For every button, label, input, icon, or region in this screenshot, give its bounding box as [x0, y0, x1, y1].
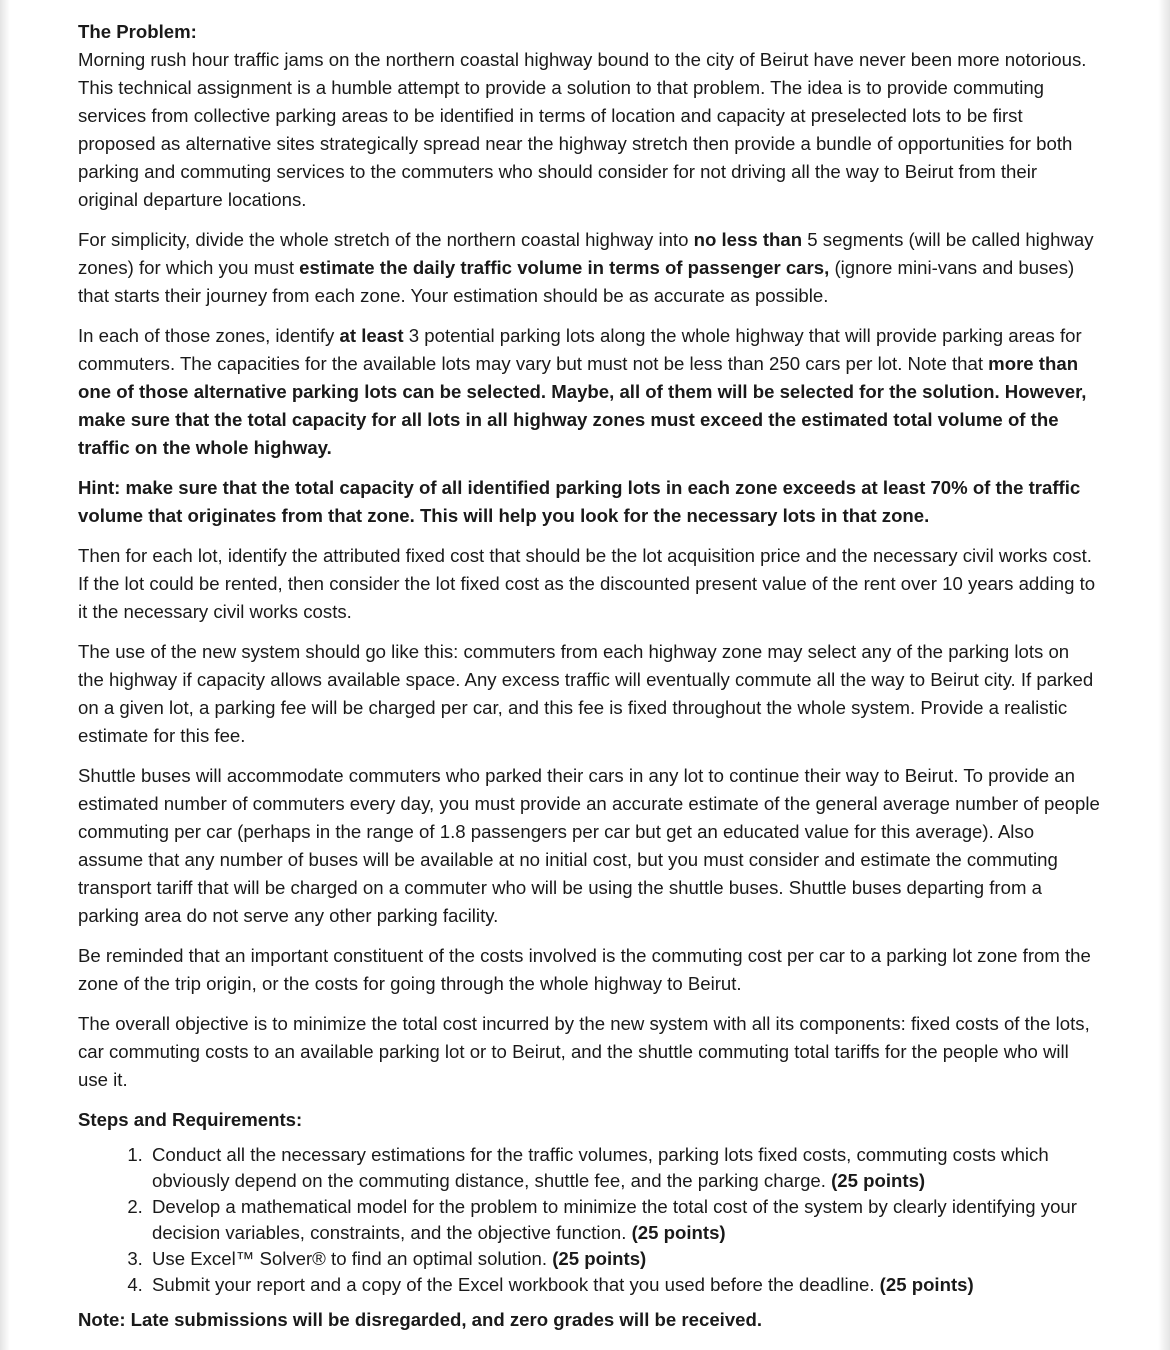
step-item — [148, 1246, 1100, 1272]
text-segment: 5 segments (will be called highway zones) for which you must — [78, 229, 1094, 278]
step-text: Use Excel™ Solver® to find an optimal solution. — [152, 1248, 553, 1269]
paragraph-parking-lots — [78, 322, 1100, 462]
step-text: Develop a mathematical model for the problem to minimize the total cost of the system by clearly identifying your decision variables, constraints, and the objective function. — [152, 1196, 1077, 1243]
step-text: Conduct all the necessary estimations for the traffic volumes, parking lots fixed costs, commuting costs which obviously depend on the commuting distance, shuttle fee, and the parking charge. — [152, 1144, 1049, 1191]
step-points: (25 points) — [831, 1170, 926, 1191]
paragraph-system-use: The use of the new system should go like this: commuters from each highway zone may select any of the parking lots on the highway if capacity allows available space. Any excess traffic will eventually commute all the way to Beirut city. If parked on a given lot, a parking fee will be charged per car, and this fee is fixed throughout the whole system. Provide a realistic estimate for this fee. — [78, 641, 1094, 746]
bold-segment: at least — [339, 325, 404, 346]
bold-segment: no less than — [693, 229, 803, 250]
problem-heading: The Problem: — [78, 21, 197, 42]
paragraph-hint — [78, 474, 1100, 530]
late-submission-note: Note: Late submissions will be disregarded, and zero grades will be received. — [78, 1309, 763, 1330]
page-edge-right — [1158, 0, 1170, 1350]
paragraph-commuting-cost: Be reminded that an important constituent of the costs involved is the commuting cost per car to a parking lot zone from the zone of the trip origin, or the costs for going through the whole highway to Beirut. — [78, 945, 1091, 994]
bold-segment: more than one of those alternative parking lots can be selected. Maybe, all of them will be selected for the solution. However, make sure that the total capacity for all lots in all highway zones must exceed the estimated total volume of the traffic on the whole highway. — [78, 353, 1087, 458]
paragraph-objective: The overall objective is to minimize the total cost incurred by the new system with all its components: fixed costs of the lots, car commuting costs to an available parking lot or to Beirut, and the shuttle commuting total tariffs for the people who will use it. — [78, 1013, 1090, 1090]
step-item — [148, 1142, 1100, 1194]
document-page — [78, 18, 1100, 1334]
step-points: (25 points) — [879, 1274, 974, 1295]
step-points: (25 points) — [631, 1222, 726, 1243]
steps-list — [78, 1142, 1100, 1298]
step-points: (25 points) — [552, 1248, 647, 1269]
text-segment: 3 potential parking lots along the whole highway that will provide parking areas for commuters. The capacities for the available lots may vary but must not be less than 250 cars per lot. Note that — [78, 325, 1082, 374]
steps-heading: Steps and Requirements: — [78, 1109, 303, 1130]
paragraph-highway-zones — [78, 226, 1100, 310]
page-edge-left — [0, 0, 10, 1350]
hint-text: Hint: make sure that the total capacity of all identified parking lots in each zone exceeds at least 70% of the traffic volume that originates from that zone. This will help you look for the necessary lots in that zone. — [78, 477, 1081, 526]
text-segment: (ignore mini-vans and buses) that starts their journey from each zone. Your estimation should be as accurate as possible. — [78, 257, 1075, 306]
step-item — [148, 1272, 1100, 1298]
bold-segment: estimate the daily traffic volume in terms of passenger cars, — [299, 257, 830, 278]
text-segment: In each of those zones, identify — [78, 325, 340, 346]
paragraph-fixed-cost: Then for each lot, identify the attributed fixed cost that should be the lot acquisition price and the necessary civil works cost. If the lot could be rented, then consider the lot fixed cost as the discounted present value of the rent over 10 years adding to it the necessary civil works costs. — [78, 545, 1096, 622]
paragraph-shuttle-buses: Shuttle buses will accommodate commuters who parked their cars in any lot to continue their way to Beirut. To provide an estimated number of commuters every day, you must provide an accurate estimate of the general average number of people commuting per car (perhaps in the range of 1.8 passengers per car but get an educated value for this average). Also assume that any number of buses will be available at no initial cost, but you must consider and estimate the commuting transport tariff that will be charged on a commuter who will be using the shuttle buses. Shuttle buses departing from a parking area do not serve any other parking facility. — [78, 765, 1100, 926]
step-item — [148, 1194, 1100, 1246]
step-text: Submit your report and a copy of the Excel workbook that you used before the deadline. — [152, 1274, 880, 1295]
paragraph-intro: Morning rush hour traffic jams on the northern coastal highway bound to the city of Beirut have never been more notorious. This technical assignment is a humble attempt to provide a solution to that problem. The idea is to provide commuting services from collective parking areas to be identified in terms of location and capacity at preselected lots to be first proposed as alternative sites strategically spread near the highway stretch then provide a bundle of opportunities for both parking and commuting services to the commuters who should consider for not driving all the way to Beirut from their original departure locations. — [78, 49, 1087, 210]
text-segment: For simplicity, divide the whole stretch of the northern coastal highway into — [78, 229, 694, 250]
